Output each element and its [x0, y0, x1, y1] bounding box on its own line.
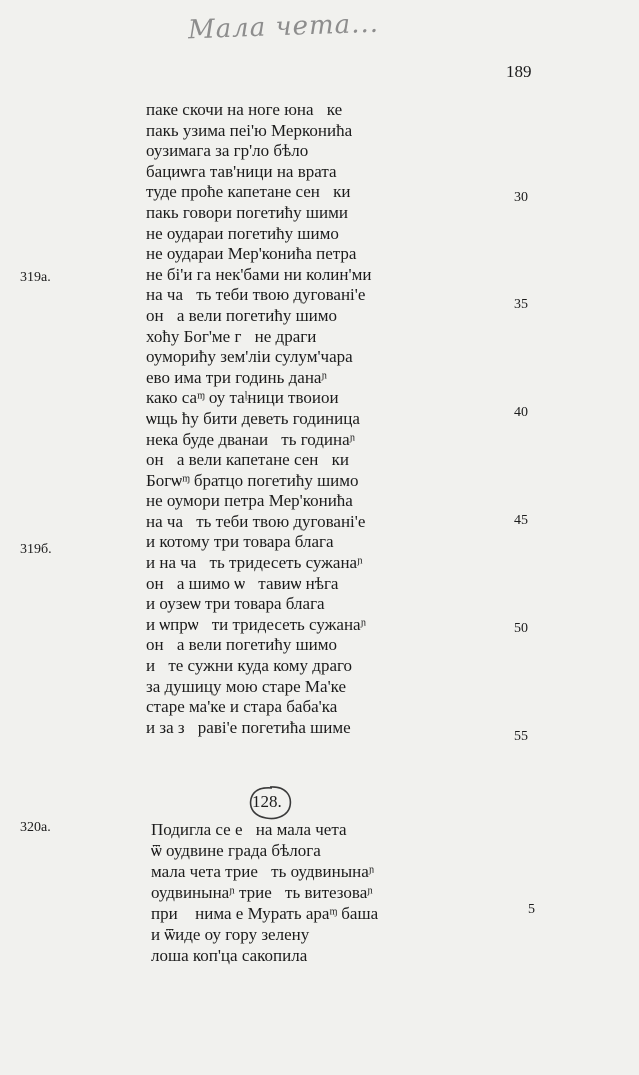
line-number: 35	[514, 297, 528, 312]
verse-line: оудвинынаᶮ триеᷔть витезоваᶮ	[151, 883, 373, 902]
verse-line: и ѿиде оу гору зелену	[151, 925, 310, 944]
verse-line: бациѡга тав'ници на врата	[146, 161, 337, 181]
line-number: 55	[514, 729, 528, 744]
line-number: 30	[514, 190, 528, 205]
verse-line: хоћу Бог'ме гᷔне драги	[146, 326, 317, 346]
verse-line: пакь говори погетићу шими	[146, 202, 348, 222]
verse-line: не бі'и га нек'бами ни колин'ми	[146, 264, 372, 284]
verse-line: онᷠа вели капетане сен᷑ки	[146, 450, 349, 470]
verse-line: за душицу мою старе Ма'ке	[146, 676, 347, 696]
verse-line: не оудараи погетићу шимо	[146, 223, 339, 243]
verse-line: онᷠа шимо ѡᷔтавиѡ нѣга	[146, 573, 339, 593]
verse-line: не оудараи Мер'конића петра	[146, 244, 357, 264]
verse-line: лоша коп'ца сакопила	[151, 946, 308, 965]
manuscript-ref: 319a.	[20, 270, 51, 285]
verse-line: пакь узима пеi'ю Мерконића	[146, 120, 353, 140]
manuscript-ref: 319б.	[20, 542, 52, 557]
verse-line: мала чета триеᷔть оудвинынаᶮ	[151, 862, 375, 881]
handwritten-note: Мала чета...	[187, 8, 380, 46]
manuscript-ref: 320a.	[20, 820, 51, 835]
verse-line: и оузеѡ три товара блага	[146, 594, 325, 614]
verse-line: и ѡпрѡᷔти тридесеть сужанаᶮ	[146, 614, 367, 634]
verse-line: оуморићу зем'ліи сулум'чара	[146, 347, 353, 367]
line-number: 45	[514, 513, 528, 528]
verse-line: на чаᷔть теби твою дуговані'е	[146, 511, 366, 531]
verse-block-2	[151, 819, 481, 966]
verse-line: и на ча᷑ть тридесеть сужанаᶮ	[146, 553, 363, 573]
verse-line: на чаᷔть теби твою дуговані'е	[146, 285, 366, 305]
verse-line: иᷠте сужни куда кому драго	[146, 656, 353, 676]
song-number: 128.	[252, 792, 282, 811]
verse-line: и котому три товара блага	[146, 532, 334, 552]
bleed-through-text	[560, 80, 630, 970]
line-number: 40	[514, 405, 528, 420]
verse-line: старе ма'ке и стара баба'ка	[146, 697, 338, 717]
verse-line: паке скочи на ноге юна᷑ке	[146, 100, 343, 119]
line-number: 5	[528, 902, 535, 917]
verse-line: Подигла се еᷠна мала чета	[151, 820, 347, 839]
verse-line: приᷠ нима е Мурать араᶬ баша	[151, 904, 379, 923]
verse-line: онᷠа вели погетићу шимо	[146, 305, 338, 325]
line-number: 50	[514, 621, 528, 636]
verse-line: оузимага за гр'ло бѣло	[146, 141, 309, 161]
verse-line: онᷠа вели погетићу шимо	[146, 635, 338, 655]
verse-line: и за зᷠраві'е погетића шиме	[146, 717, 351, 737]
verse-line: ево има три годинь данаᶮ	[146, 367, 328, 387]
verse-line: не оумори петра Мер'конића	[146, 491, 353, 511]
page-number: 189	[506, 62, 532, 81]
verse-line: ѿ оудвине града бѣлога	[151, 841, 321, 860]
verse-block-1	[146, 100, 476, 738]
verse-line: како саᶬ оу таᶪници твоиои	[146, 388, 339, 408]
verse-line: Богѡᶬ братцо погетићу шимо	[146, 470, 359, 490]
verse-line: ѡщь ћу бити деветь годиница	[146, 408, 360, 428]
verse-line: нека буде дванаиᷔть годинаᶮ	[146, 429, 356, 449]
verse-line: туде проће капетане сен᷑ки	[146, 182, 351, 202]
